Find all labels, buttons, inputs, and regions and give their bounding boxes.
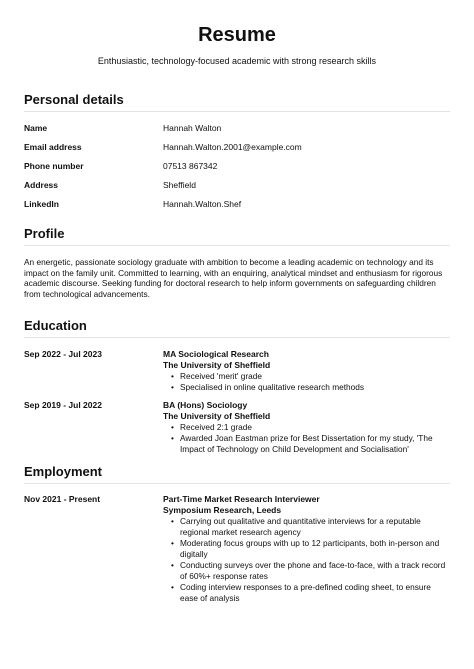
address-label: Address [24,180,59,190]
phone-value: 07513 867342 [163,161,218,171]
profile-text: An energetic, passionate sociology graduate with ambition to become a leading academic on technology and its impact on the family unit. Committed to learning, with an enquiring, analytical mindset and enthusiasm for rigorous academic discourse. Seeking funding for doctoral research to help inform governments on safeguarding children from technological advancements. [24,257,443,299]
entry-date: Sep 2022 - Jul 2023 [24,349,102,359]
linkedin-value: Hannah.Walton.Shef [163,199,242,209]
employment-heading: Employment [24,464,103,479]
profile-heading: Profile [24,226,65,241]
entry-date: Sep 2019 - Jul 2022 [24,400,102,410]
personal-row-linkedin [24,199,450,211]
entry-body [163,349,451,393]
personal-details-heading: Personal details [24,92,124,107]
list-item: • Specialised in online qualitative research methods [163,382,451,393]
resume-subtitle: Enthusiastic, technology-focused academic with strong research skills [97,56,377,66]
entry-bullet-list [163,371,451,393]
entry-bullet-list [163,516,451,604]
entry-body [163,494,451,604]
linkedin-label: LinkedIn [24,199,59,209]
list-item: • Moderating focus groups with up to 12 participants, both in-person and digitally [163,538,451,560]
address-value: Sheffield [163,180,196,190]
section-divider [24,483,450,484]
email-value: Hannah.Walton.2001@example.com [163,142,302,152]
personal-row-address [24,180,450,192]
section-divider [24,111,450,112]
phone-label: Phone number [24,161,84,171]
entry-title: Part-Time Market Research Interviewer [163,494,320,504]
list-item: • Carrying out qualitative and quantitative interviews for a reputable regional market research agency [163,516,451,538]
email-label: Email address [24,142,82,152]
entry-date: Nov 2021 - Present [24,494,101,504]
entry-title: BA (Hons) Sociology [163,400,248,410]
personal-row-name [24,123,450,135]
list-item: • Conducting surveys over the phone and face-to-face, with a track record of 60%+ response rates [163,560,451,582]
entry-bullet-list [163,422,451,455]
resume-title: Resume [198,24,276,46]
list-item: • Received 2:1 grade [163,422,451,433]
entry-title: MA Sociological Research [163,349,269,359]
list-item: • Received 'merit' grade [163,371,451,382]
section-divider [24,245,450,246]
education-heading: Education [24,318,87,333]
section-divider [24,337,450,338]
list-item: • Awarded Joan Eastman prize for Best Dissertation for my study, 'The Impact of Technology on Child Development and Socialisation' [163,433,451,455]
personal-row-email [24,142,450,154]
entry-organisation: The University of Sheffield [163,411,271,421]
personal-row-phone [24,161,450,173]
entry-organisation: The University of Sheffield [163,360,271,370]
name-value: Hannah Walton [163,123,222,133]
entry-body [163,400,451,455]
list-item: • Coding interview responses to a pre-defined coding sheet, to ensure ease of analysis [163,582,451,604]
entry-organisation: Symposium Research, Leeds [163,505,282,515]
name-label: Name [24,123,48,133]
